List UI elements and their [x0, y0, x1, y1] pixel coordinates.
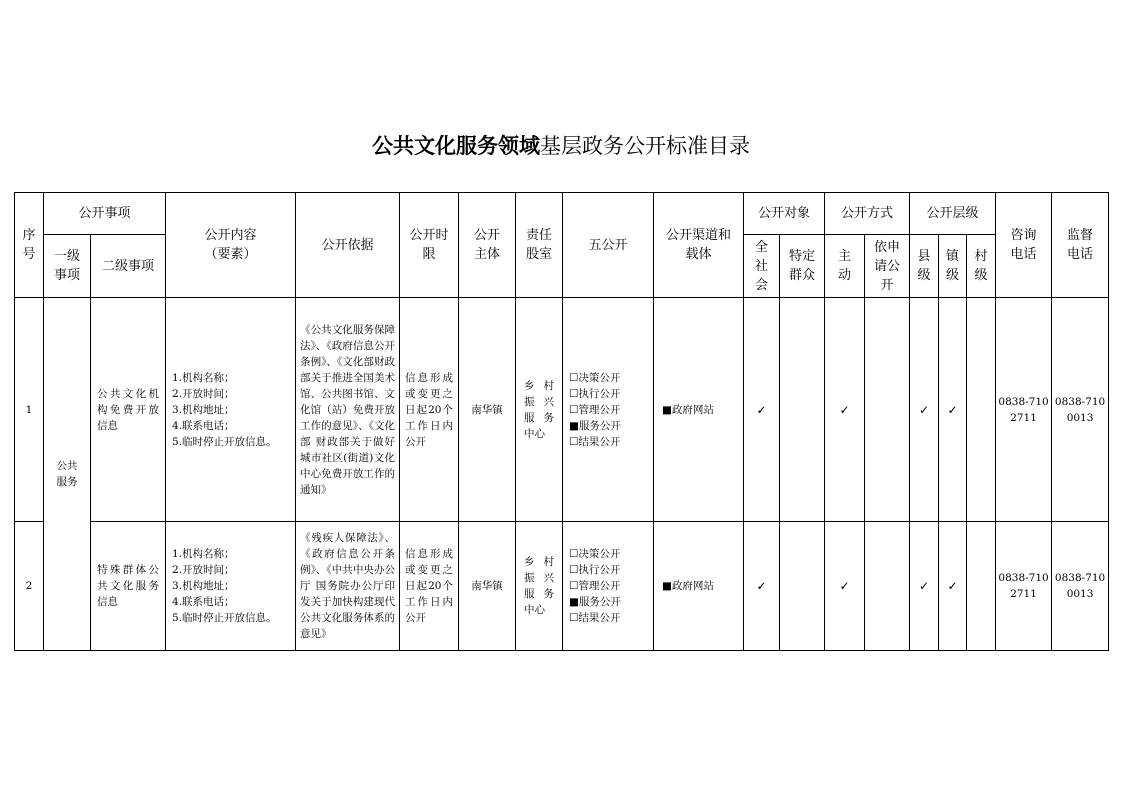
row-supervise-phone: 0838-7100013 — [1052, 522, 1109, 651]
row-office: 乡村振兴服务中心 — [516, 298, 563, 522]
row-target-all-check: ✓ — [744, 522, 780, 651]
row-method-active-check: ✓ — [825, 298, 865, 522]
header-supervise: 监督 电话 — [1052, 193, 1109, 298]
header-method-apply: 依申 请公 开 — [865, 235, 910, 298]
header-time: 公开时 限 — [400, 193, 459, 298]
row-content: 1.机构名称； 2.开放时间； 3.机构地址； 4.联系电话； 5.临时停止开放信息。 — [166, 298, 296, 522]
header-level2: 二级事项 — [91, 235, 166, 298]
header-target-all: 全 社 会 — [744, 235, 780, 298]
row-method-active-check: ✓ — [825, 522, 865, 651]
title-bold: 公共文化服务领域 — [372, 133, 540, 158]
row-consult-phone: 0838-7102711 — [996, 298, 1052, 522]
header-levels: 公开层级 — [910, 193, 996, 235]
row-basis: 《残疾人保障法》、《政府信息公开条例》、《中共中央办公厅 国务院办公厅印发关于加快构建现代公共文化服务体系的意见》 — [296, 522, 400, 651]
row-method-apply-check — [865, 298, 910, 522]
row-channel: ■政府网站 — [654, 522, 744, 651]
row-office: 乡村振兴服务中心 — [516, 522, 563, 651]
catalog-table — [14, 192, 1109, 651]
row-target-specific-check — [780, 522, 825, 651]
row-method-apply-check — [865, 522, 910, 651]
header-office: 责任 股室 — [516, 193, 563, 298]
row-channel: ■政府网站 — [654, 298, 744, 522]
row-level-county-check: ✓ — [910, 522, 939, 651]
row-target-specific-check — [780, 298, 825, 522]
row-five: ☐决策公开 ☐执行公开 ☐管理公开 ■服务公开 ☐结果公开 — [563, 522, 654, 651]
row-consult-phone: 0838-7102711 — [996, 522, 1052, 651]
row-basis: 《公共文化服务保障法》、《政府信息公开条例》、《文化部财政部关于推进全国美术馆、公共图书馆、文化馆（站）免费开放工作的意见》、《文化部 财政部关于做好城市社区(街道)文化中心免费开放工作的通知》 — [296, 298, 400, 522]
level1-cell: 公共 服务 — [44, 298, 91, 651]
header-level-village: 村 级 — [967, 235, 996, 298]
header-method: 公开方式 — [825, 193, 910, 235]
row-level-village-check — [967, 298, 996, 522]
row-five: ☐决策公开 ☐执行公开 ☐管理公开 ■服务公开 ☐结果公开 — [563, 298, 654, 522]
header-basis: 公开依据 — [296, 193, 400, 298]
header-target: 公开对象 — [744, 193, 825, 235]
row-time: 信息形成或变更之日起20个工作日内公开 — [400, 298, 459, 522]
header-level-town: 镇 级 — [939, 235, 967, 298]
header-matter: 公开事项 — [44, 193, 166, 235]
row-index: 1 — [15, 298, 44, 522]
row-content: 1.机构名称； 2.开放时间； 3.机构地址； 4.联系电话； 5.临时停止开放信息。 — [166, 522, 296, 651]
row-level2: 公共文化机构免费开放信息 — [91, 298, 166, 522]
header-row-1 — [15, 193, 1109, 235]
row-time: 信息形成或变更之日起20个工作日内公开 — [400, 522, 459, 651]
header-method-active: 主 动 — [825, 235, 865, 298]
row-level2: 特殊群体公共文化服务信息 — [91, 522, 166, 651]
title-normal: 基层政务公开标准目录 — [540, 134, 750, 158]
row-supervise-phone: 0838-7100013 — [1052, 298, 1109, 522]
header-consult: 咨询 电话 — [996, 193, 1052, 298]
row-target-all-check: ✓ — [744, 298, 780, 522]
table-row — [15, 298, 1109, 522]
row-subject: 南华镇 — [459, 298, 516, 522]
header-level1: 一级 事项 — [44, 235, 91, 298]
header-subject: 公开 主体 — [459, 193, 516, 298]
row-index: 2 — [15, 522, 44, 651]
header-five: 五公开 — [563, 193, 654, 298]
header-channel: 公开渠道和 载体 — [654, 193, 744, 298]
page-title — [0, 132, 1122, 160]
header-index: 序 号 — [15, 193, 44, 298]
row-level-county-check: ✓ — [910, 298, 939, 522]
table-row — [15, 522, 1109, 651]
header-target-specific: 特定 群众 — [780, 235, 825, 298]
header-level-county: 县 级 — [910, 235, 939, 298]
row-level-town-check: ✓ — [939, 298, 967, 522]
row-level-village-check — [967, 522, 996, 651]
header-content: 公开内容 （要素） — [166, 193, 296, 298]
row-level-town-check: ✓ — [939, 522, 967, 651]
row-subject: 南华镇 — [459, 522, 516, 651]
